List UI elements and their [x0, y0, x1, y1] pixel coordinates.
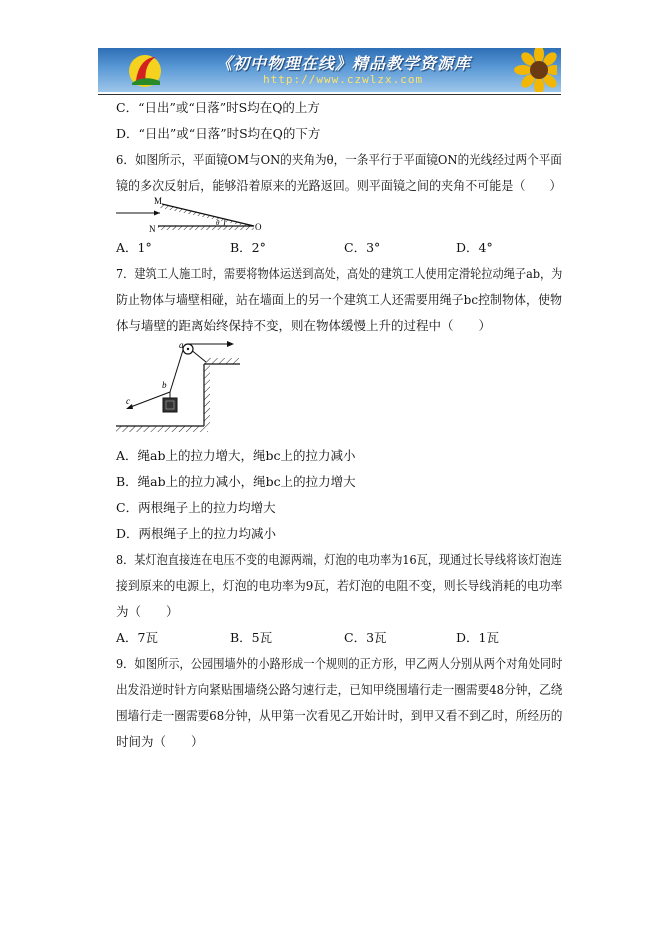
q8-option-c: C．3瓦 — [344, 630, 387, 645]
label-n: N — [149, 224, 156, 234]
q6-option-c: C．3° — [344, 240, 381, 255]
label-b: b — [162, 380, 167, 390]
label-theta: θ — [216, 219, 220, 227]
rope-ab — [170, 350, 183, 392]
q6-text-line2: 镜的多次反射后，能够沿着原来的光路返回。则平面镜之间的夹角不可能是（ ） — [116, 178, 562, 193]
q9-text-line4: 时间为（ ） — [116, 734, 204, 749]
header-rule — [98, 94, 561, 95]
weight-block — [163, 398, 177, 412]
ledge-hatch — [204, 358, 240, 364]
q7-option-c: C．两根绳子上的拉力均增大 — [116, 500, 276, 515]
q8-text-line2: 接到原来的电源上，灯泡的电功率为9瓦，若灯泡的电阻不变，则长导线消耗的电功率 — [116, 578, 563, 593]
label-o: O — [255, 222, 262, 232]
q5-option-c: C．“日出”或“日落”时S均在Q的上方 — [116, 100, 320, 115]
wall-hatch — [204, 364, 210, 426]
header-title: 《初中物理在线》精品教学资源库 — [216, 54, 472, 73]
mirror-om — [162, 204, 254, 226]
sunflower-icon — [499, 48, 557, 92]
ground-hatch — [116, 426, 208, 432]
q9-text-line1: 9．如图所示，公园围墙外的小路形成一个规则的正方形，甲乙两人分别从两个对角处同时 — [116, 656, 563, 671]
label-m: M — [154, 196, 163, 206]
q6-mirror-figure — [112, 194, 272, 236]
q6-option-a: A．1° — [116, 240, 152, 255]
label-c: c — [126, 396, 130, 406]
pull-arrow-icon — [227, 341, 234, 347]
mirror-on-hatch — [158, 226, 254, 230]
q6-option-b: B．2° — [230, 240, 266, 255]
header-banner — [98, 48, 561, 92]
q7-option-a: A．绳ab上的拉力增大，绳bc上的拉力减小 — [116, 448, 356, 463]
q8-option-a: A．7瓦 — [116, 630, 158, 645]
q9-text-line3: 围墙行走一圈需要68分钟，从甲第一次看见乙开始计时，到甲又看不到乙时，所经历的 — [116, 708, 563, 723]
q6-text-line1: 6．如图所示，平面镜OM与ON的夹角为θ，一条平行于平面镜ON的光线经过两个平面 — [116, 152, 562, 167]
q7-option-d: D．两根绳子上的拉力均减小 — [116, 526, 277, 541]
ray-arrow-icon — [154, 211, 160, 216]
q6-option-d: D．4° — [456, 240, 493, 255]
q8-option-b: B．5瓦 — [230, 630, 273, 645]
label-a: a — [179, 340, 184, 350]
q7-text-line3: 体与墙壁的距离始终保持不变，则在物体缓慢上升的过程中（ ） — [116, 318, 492, 333]
q8-text-line1: 8．某灯泡直接连在电压不变的电源两端，灯泡的电功率为16瓦，现通过长导线将该灯泡连 — [116, 552, 562, 567]
site-logo-icon — [126, 51, 164, 89]
q7-option-b: B．绳ab上的拉力减小，绳bc上的拉力增大 — [116, 474, 356, 489]
pulley-axle — [187, 348, 189, 350]
header-url: http://www.czwlzx.com — [263, 73, 424, 86]
q8-option-d: D．1瓦 — [456, 630, 499, 645]
q9-text-line2: 出发沿逆时针方向紧贴围墙绕公路匀速行走，已知甲绕围墙行走一圈需要48分钟，乙绕 — [116, 682, 563, 697]
q8-text-line3: 为（ ） — [116, 604, 179, 619]
q7-text-line2: 防止物体与墙壁相碰，站在墙面上的另一个建筑工人还需要用绳子bc控制物体，使物 — [116, 292, 562, 307]
q7-text-line1: 7．建筑工人施工时，需要将物体运送到高处，高处的建筑工人使用定滑轮拉动绳子ab，为 — [116, 266, 563, 281]
q5-option-d: D．“日出”或“日落”时S均在Q的下方 — [116, 126, 321, 141]
q7-pulley-figure — [112, 336, 242, 436]
